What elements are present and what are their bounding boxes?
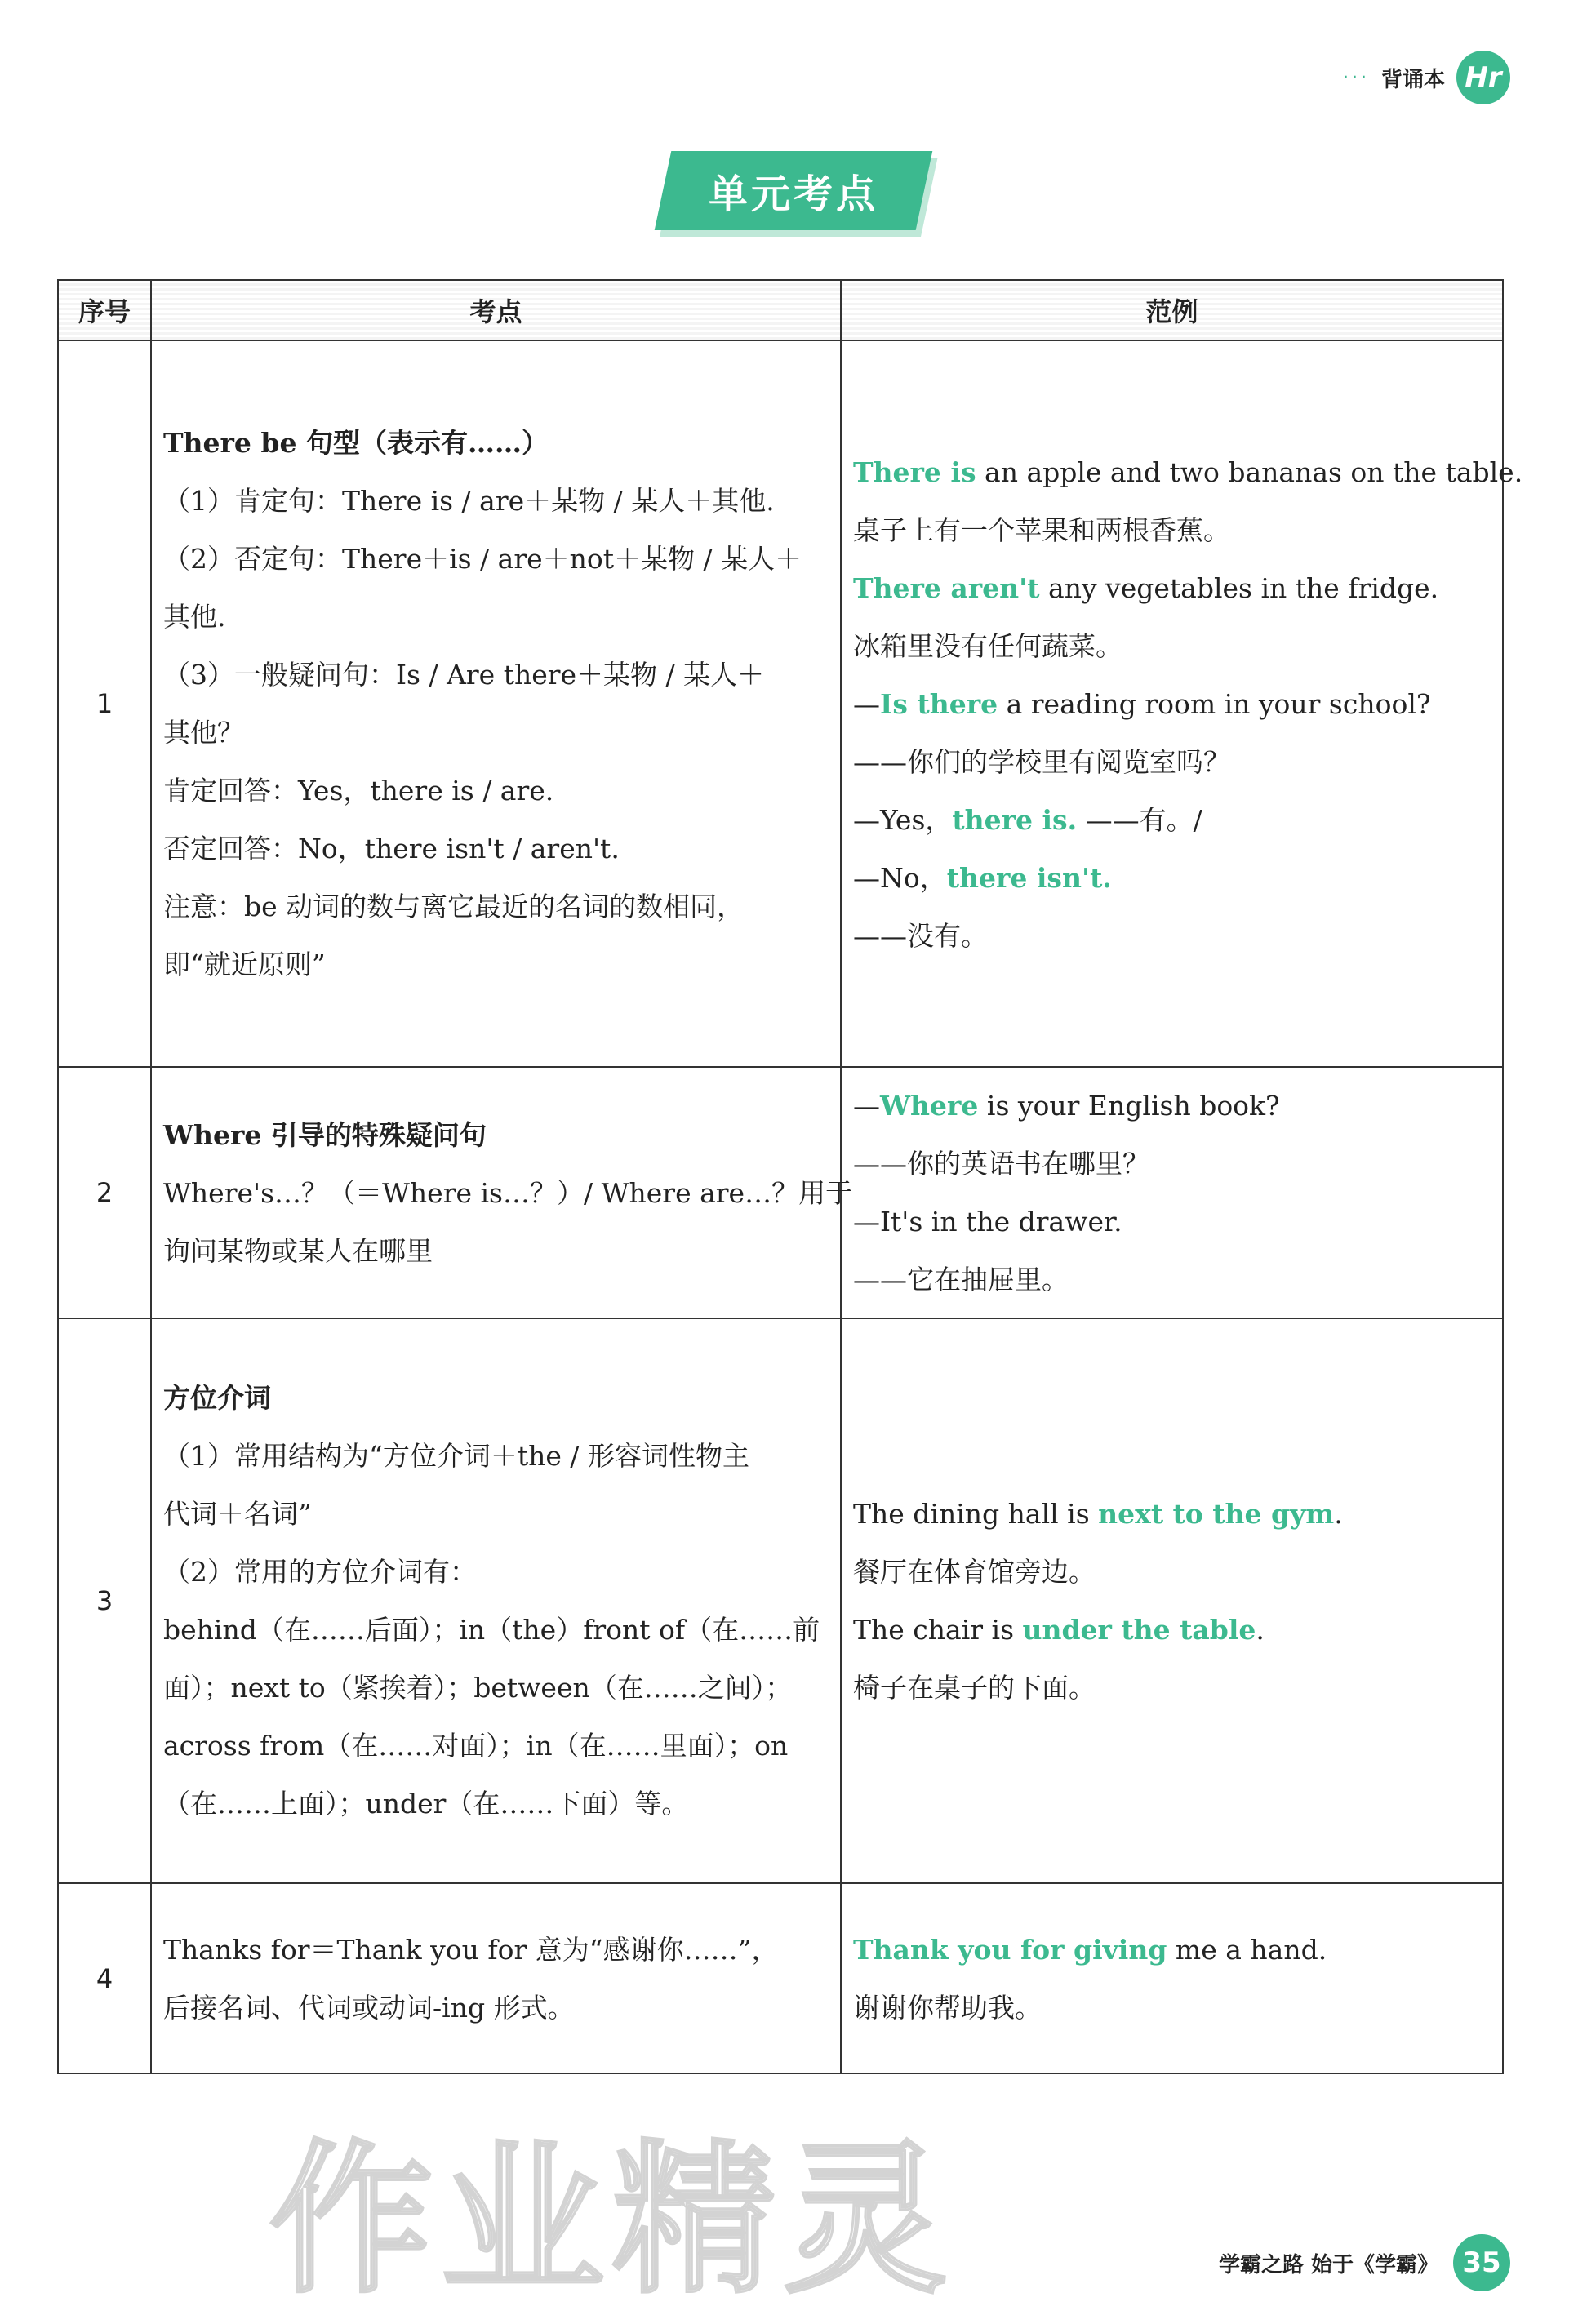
point-cell xyxy=(151,1318,841,1883)
table-row xyxy=(58,1883,1503,2073)
page-header xyxy=(1343,51,1510,104)
point-line: （3）一般疑问句：Is / Are there＋某物 / 某人＋ xyxy=(163,659,765,691)
page-footer xyxy=(1219,2234,1510,2291)
example-line: —It's in the drawer. xyxy=(853,1206,1122,1238)
page-number: 35 xyxy=(1453,2234,1510,2291)
header-example: 范例 xyxy=(841,280,1503,340)
point-line: 其他. xyxy=(163,601,226,633)
example-highlight: next to the gym xyxy=(1098,1498,1335,1530)
point-line: 后接名词、代词或动词-ing 形式。 xyxy=(163,1991,575,2024)
point-line: 询问某物或某人在哪里 xyxy=(163,1234,433,1267)
watermark: 作业精灵 xyxy=(269,2126,956,2316)
example-text: . xyxy=(1334,1498,1343,1530)
header-dots: ··· xyxy=(1343,67,1370,88)
example-line: ——你的英语书在哪里？ xyxy=(853,1148,1149,1180)
point-title: Where 引导的特殊疑问句 xyxy=(163,1118,487,1151)
key-points-table xyxy=(57,279,1523,2074)
example-text: —No， xyxy=(853,861,947,894)
point-cell xyxy=(151,1883,841,2073)
row-number: 4 xyxy=(58,1883,151,2073)
example-highlight: Is there xyxy=(880,687,998,720)
example-line xyxy=(853,1601,1491,1659)
example-highlight: Where xyxy=(880,1090,979,1122)
example-highlight: under the table xyxy=(1022,1614,1256,1646)
example-cell xyxy=(841,340,1523,1067)
example-text: is your English book? xyxy=(978,1090,1280,1122)
table-row xyxy=(58,340,1503,1067)
point-line: behind（在……后面）；in（the）front of（在……前 xyxy=(163,1614,820,1646)
example-highlight: there is. xyxy=(952,803,1078,836)
example-line xyxy=(853,1077,1491,1135)
point-line: Where's…？（＝Where is…？）/ Where are…？用于 xyxy=(163,1176,853,1209)
example-text: any vegetables in the fridge. xyxy=(1039,571,1439,604)
example-text: The chair is xyxy=(853,1614,1023,1646)
footer-slogan: 学霸之路 始于《学霸》 xyxy=(1218,2252,1438,2277)
example-line: 餐厅在体育馆旁边。 xyxy=(853,1556,1096,1588)
example-text: — xyxy=(853,1090,880,1122)
point-line: across from（在……对面）；in（在……里面）；on xyxy=(163,1730,789,1762)
example-text: . xyxy=(1256,1614,1265,1646)
example-highlight: Thank you for giving xyxy=(853,1933,1167,1966)
point-cell xyxy=(151,340,841,1067)
example-line: 谢谢你帮助我。 xyxy=(853,1991,1042,2024)
point-line: （1）常用结构为“方位介词＋the / 形容词性物主 xyxy=(163,1440,750,1472)
point-line: 其他？ xyxy=(163,717,244,749)
point-line: 即“就近原则” xyxy=(163,949,326,980)
example-highlight: There is xyxy=(853,455,976,488)
example-cell xyxy=(841,1067,1503,1318)
example-cell xyxy=(841,1883,1503,2073)
example-line xyxy=(853,559,1491,617)
example-line: 椅子在桌子的下面。 xyxy=(853,1672,1096,1704)
table-header-row xyxy=(58,280,1503,340)
example-line: ——没有。 xyxy=(853,919,988,952)
example-text: — xyxy=(853,687,880,720)
example-text: me a hand. xyxy=(1167,1933,1327,1966)
example-text: an apple and two bananas on the table. xyxy=(976,455,1523,488)
example-text: ——有。/ xyxy=(1077,803,1202,836)
point-line: 注意：be 动词的数与离它最近的名词的数相同， xyxy=(163,891,745,922)
example-text: —Yes， xyxy=(853,803,953,836)
header-label: 背诵本 xyxy=(1380,67,1445,92)
row-number: 1 xyxy=(58,340,151,1067)
point-line: 肯定回答：Yes，there is / are. xyxy=(163,775,554,807)
unit-title-banner xyxy=(663,151,924,230)
example-line xyxy=(853,443,1523,501)
point-title: 方位介词 xyxy=(163,1382,271,1414)
point-line: （在……上面）；under（在……下面）等。 xyxy=(163,1788,689,1820)
header-point: 考点 xyxy=(151,280,841,340)
example-line xyxy=(853,1921,1491,1979)
example-cell xyxy=(841,1318,1503,1883)
table-row xyxy=(58,1067,1503,1318)
point-cell xyxy=(151,1067,853,1318)
brand-logo: Hr xyxy=(1456,51,1510,104)
point-line: （1）肯定句：There is / are＋某物 / 某人＋其他. xyxy=(163,485,775,517)
example-line xyxy=(853,675,1491,733)
example-text: a reading room in your school? xyxy=(998,687,1431,720)
point-line: 代词＋名词” xyxy=(163,1498,312,1530)
row-number: 2 xyxy=(58,1067,151,1318)
point-line: 否定回答：No，there isn't / aren't. xyxy=(163,833,620,864)
example-highlight: there isn't. xyxy=(946,861,1112,894)
point-line: （2）常用的方位介词有： xyxy=(163,1556,477,1588)
point-title: There be 句型（表示有……） xyxy=(163,427,549,459)
example-line xyxy=(853,791,1491,849)
example-line: ——你们的学校里有阅览室吗？ xyxy=(853,745,1230,778)
header-number: 序号 xyxy=(58,280,151,340)
point-line: Thanks for＝Thank you for 意为“感谢你……”， xyxy=(163,1933,779,1966)
example-text: The dining hall is xyxy=(853,1498,1099,1530)
example-highlight: There aren't xyxy=(853,571,1040,604)
example-line xyxy=(853,849,1491,907)
row-number: 3 xyxy=(58,1318,151,1883)
unit-title: 单元考点 xyxy=(708,171,879,217)
example-line xyxy=(853,1485,1491,1543)
point-line: （2）否定句：There＋is / are＋not＋某物 / 某人＋ xyxy=(163,543,802,575)
example-line: ——它在抽屉里。 xyxy=(853,1264,1069,1295)
table-row xyxy=(58,1318,1503,1883)
example-line: 桌子上有一个苹果和两根香蕉。 xyxy=(853,513,1230,546)
point-line: 面）；next to（紧挨着）；between（在……之间）； xyxy=(163,1672,793,1704)
example-line: 冰箱里没有任何蔬菜。 xyxy=(853,629,1122,662)
